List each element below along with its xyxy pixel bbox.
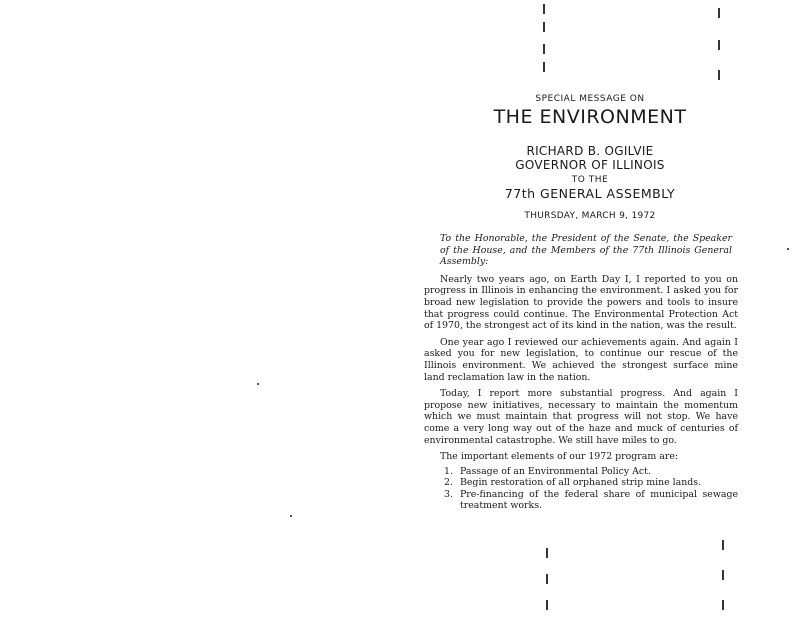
message-date: THURSDAY, MARCH 9, 1972: [524, 211, 656, 221]
program-list: [424, 466, 738, 512]
list-item: [444, 466, 738, 478]
author-office: GOVERNOR OF ILLINOIS: [515, 158, 665, 172]
list-item-text: Passage of an Environmental Policy Act.: [460, 465, 651, 477]
fold-mark: [718, 70, 720, 80]
list-item: [444, 477, 738, 489]
list-item-number: 3.: [444, 488, 453, 500]
fold-mark: [722, 540, 724, 550]
author-name: RICHARD B. OGILVIE: [526, 144, 654, 158]
list-item: [444, 489, 738, 512]
fold-mark: [543, 62, 545, 72]
message-body: [424, 233, 738, 512]
recipient-assembly: 77th GENERAL ASSEMBLY: [504, 186, 676, 201]
page-title: THE ENVIRONMENT: [493, 106, 687, 128]
scan-speck: [290, 515, 292, 517]
fold-mark: [546, 600, 548, 610]
paragraph: The important elements of our 1972 program are:: [440, 451, 679, 463]
list-item-number: 1.: [444, 465, 453, 477]
recipient-prefix: TO THE: [571, 175, 609, 185]
fold-mark: [543, 22, 545, 32]
list-item-number: 2.: [444, 477, 453, 489]
list-item-text: Pre-financing of the federal share of municipal sewage treatment works.: [460, 488, 738, 512]
salutation: To the Honorable, the President of the Senate, the Speaker of the House, and the Members of the 77th Illinois General Assembly:: [440, 233, 732, 268]
fold-mark: [546, 574, 548, 584]
paragraph: Today, I report more substantial progress. And again I propose new initiatives, necessary to maintain the momentum which we must maintain that progress will not stop. We have come a very long way out of the haze and muck of centuries of environmental catastrophe. We still have miles to go.: [424, 388, 738, 446]
fold-mark: [718, 40, 720, 50]
list-item-text: Begin restoration of all orphaned strip mine lands.: [460, 477, 702, 489]
pre-title: SPECIAL MESSAGE ON: [535, 94, 645, 104]
paragraph: One year ago I reviewed our achievements again. And again I asked you for new legislation, to continue our rescue of the Illinois environment. We achieved the strongest surface mine land reclamation law in the nation.: [424, 336, 738, 383]
fold-mark: [722, 570, 724, 580]
scan-speck: [257, 383, 259, 385]
scan-speck: [787, 248, 789, 250]
fold-mark: [546, 548, 548, 558]
fold-mark: [543, 4, 545, 14]
fold-mark: [543, 44, 545, 54]
paragraph: Nearly two years ago, on Earth Day I, I reported to you on progress in Illinois in enhancing the environment. I asked you for broad new legislation to provide the powers and tools to insure that progress could continue. The Environmental Protection Act of 1970, the strongest act of its kind in the nation, was the result.: [424, 273, 738, 332]
fold-mark: [722, 600, 724, 610]
fold-mark: [718, 8, 720, 18]
